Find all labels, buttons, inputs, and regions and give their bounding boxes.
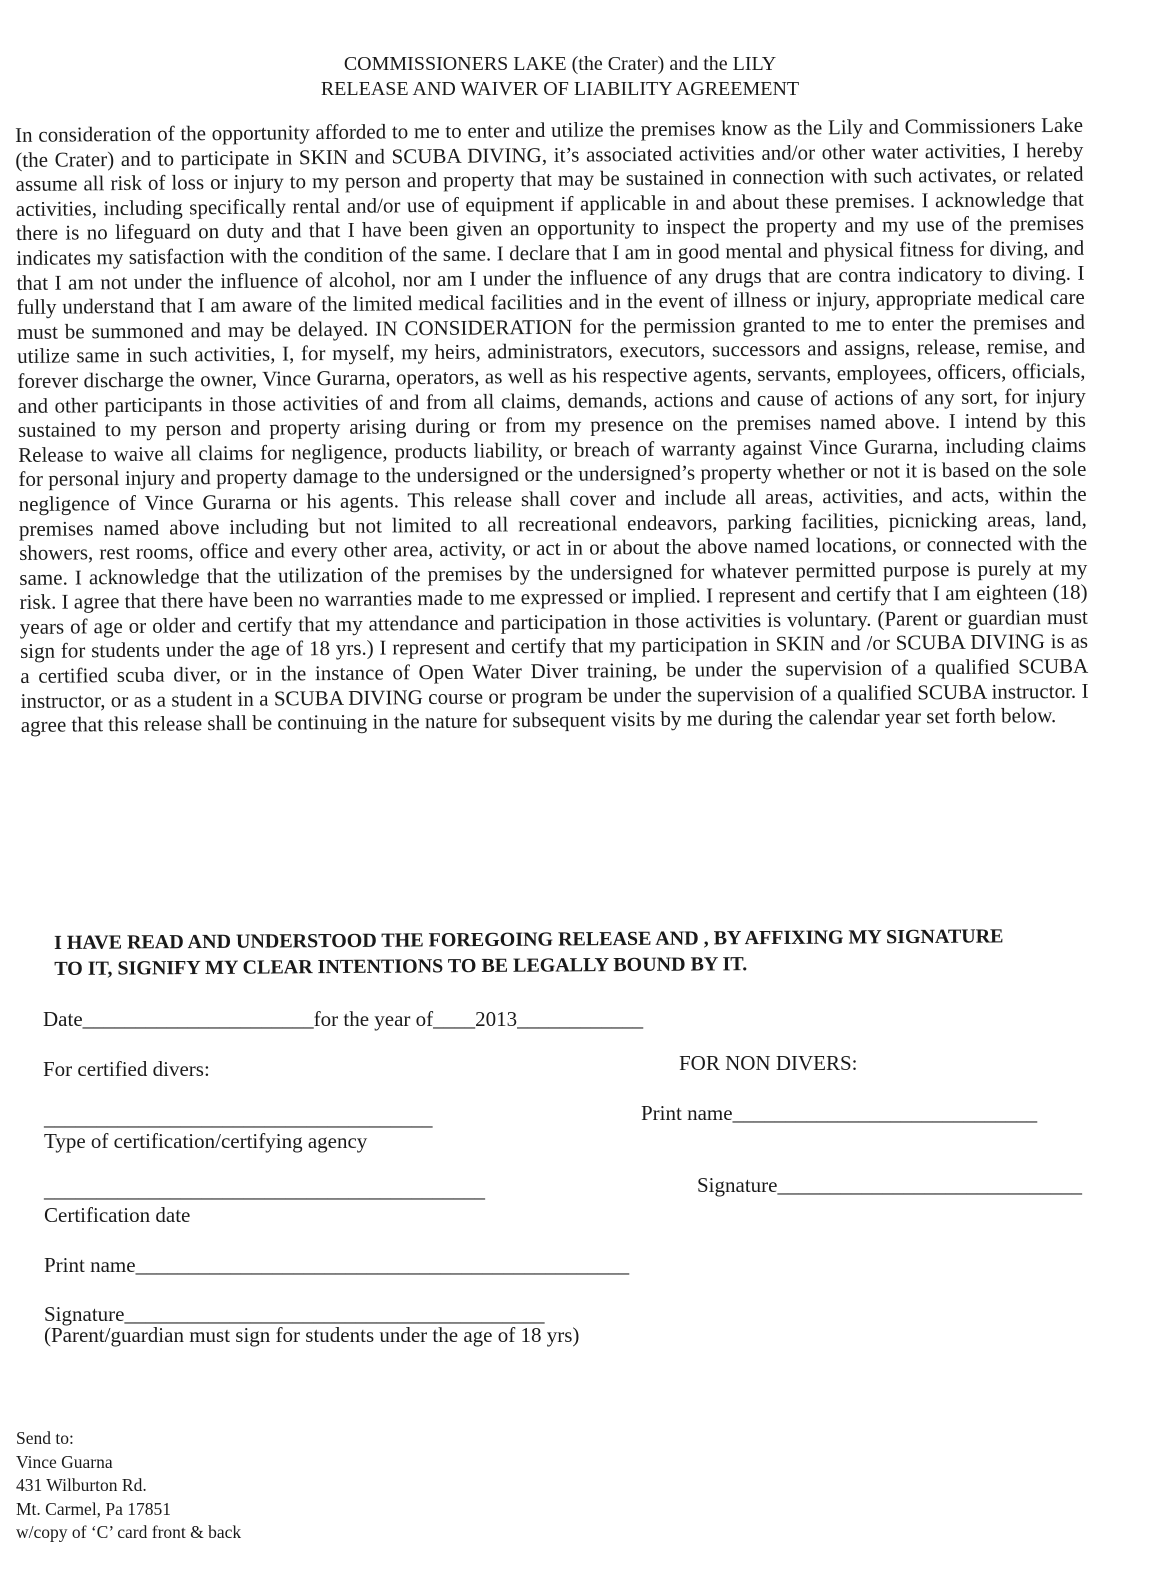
certification-type-field[interactable]: _____________________________________: [44, 1106, 433, 1130]
title-line-1: COMMISSIONERS LAKE (the Crater) and the LILY: [343, 53, 777, 75]
guardian-note: (Parent/guardian must sign for students under the age of 18 yrs): [44, 1323, 580, 1347]
certification-type-label: Type of certification/certifying agency: [44, 1129, 368, 1153]
send-to-label: Send to:: [16, 1428, 74, 1448]
waiver-body-text: In consideration of the opportunity afforded to me to enter and utilize the premises know as the Lily and Commissioners Lake (the Crater) and to participate in SKIN and SCUBA DIVING, it’s associated activities and/or other water activities, I hereby assume all risk of loss or injury to my person and property that may be sustained in connection with such activates, or related activities, including specifically rental and/or use of equipment if applicable in and about these premises. I acknowledge that there is no lifeguard on duty and that I have been given an opportunity to inspect the property and my use of the premises indicates my satisfaction with the condition of the same. I declare that I am in good mental and physical fitness for diving, and that I am not under the influence of alcohol, nor am I under the influence of any drugs that are contra indicatory to diving. I fully understand that I am aware of the limited medical facilities and in the event of illness or injury, appropriate medical care must be summoned and may be delayed. IN CONSIDERATION for the permission granted to me to enter the premises and utilize same in such activities, I, for myself, my heirs, administrators, executors, successors and assigns, release, remise, and forever discharge the owner, Vince Gurarna, operators, as well as his respective agents, servants, employees, officers, officials, and other participants in those activities of and from all claims, demands, actions and cause of actions of any sort, for injury sustained to my person and property arising during or from my presence on the premises named above. I intend by this Release to waive all claims for negligence, products liability, or breach of warranty against Vince Gurarna, including claims for personal injury and property damage to the undersigned or the undersigned’s property whether or not it is based on the sole negligence of Vince Gurarna or his agents. This release shall cover and include all areas, activities, and acts, within the premises named above including but not limited to all recreational endeavors, parking facilities, picnicking areas, land, showers, rest rooms, office and every other area, activity, or act in or about the above named locations, or connected with the same. I acknowledge that the utilization of the premises by the undersigned for whatever permitted purpose is purely at my risk. I agree that there have been no warranties made to me expressed or implied. I represent and certify that I am eighteen (18) years of age or older and certify that my attendance and participation in those activities is voluntary. (Parent or guardian must sign for students under the age of 18 yrs.) I represent and certify that my participation in SKIN and /or SCUBA DIVING is as a certified scuba diver, or in the instance of Open Water Diver training, be under the supervision of a qualified SCUBA instructor, or as a student in a SCUBA DIVING course or program be under the supervision of a qualified SCUBA instructor. I agree that this release shall be continuing in the nature for subsequent visits by me during the calendar year set forth below.: [15, 112, 1089, 738]
certification-date-label: Certification date: [44, 1203, 191, 1227]
send-to-note: w/copy of ‘C’ card front & back: [16, 1522, 242, 1542]
send-to-name: Vince Guarna: [16, 1451, 113, 1472]
certified-signature-field[interactable]: Signature________________________________________: [44, 1302, 545, 1326]
non-diver-signature-field[interactable]: Signature_____________________________: [697, 1173, 1082, 1197]
document-title: [0, 52, 1120, 102]
title-line-2: RELEASE AND WAIVER OF LIABILITY AGREEMENT: [320, 78, 800, 100]
send-to-address: [16, 1427, 241, 1545]
acknowledgement-line-1: I HAVE READ AND UNDERSTOOD THE FOREGOING RELEASE AND , BY AFFIXING MY SIGNATURE: [54, 925, 1004, 954]
certified-divers-heading: For certified divers:: [43, 1057, 210, 1081]
send-to-city: Mt. Carmel, Pa 17851: [16, 1498, 172, 1519]
date-year-field[interactable]: Date______________________for the year of____2013____________: [43, 1007, 644, 1031]
send-to-street: 431 Wilburton Rd.: [16, 1475, 147, 1495]
non-divers-heading: FOR NON DIVERS:: [679, 1051, 858, 1075]
acknowledgement-statement: [54, 923, 1094, 982]
certification-date-field[interactable]: __________________________________________: [44, 1178, 485, 1202]
non-diver-print-name-field[interactable]: Print name_____________________________: [641, 1101, 1038, 1125]
acknowledgement-line-2: TO IT, SIGNIFY MY CLEAR INTENTIONS TO BE LEGALLY BOUND BY IT.: [54, 953, 748, 980]
certified-print-name-field[interactable]: Print name_______________________________________________: [44, 1253, 630, 1277]
